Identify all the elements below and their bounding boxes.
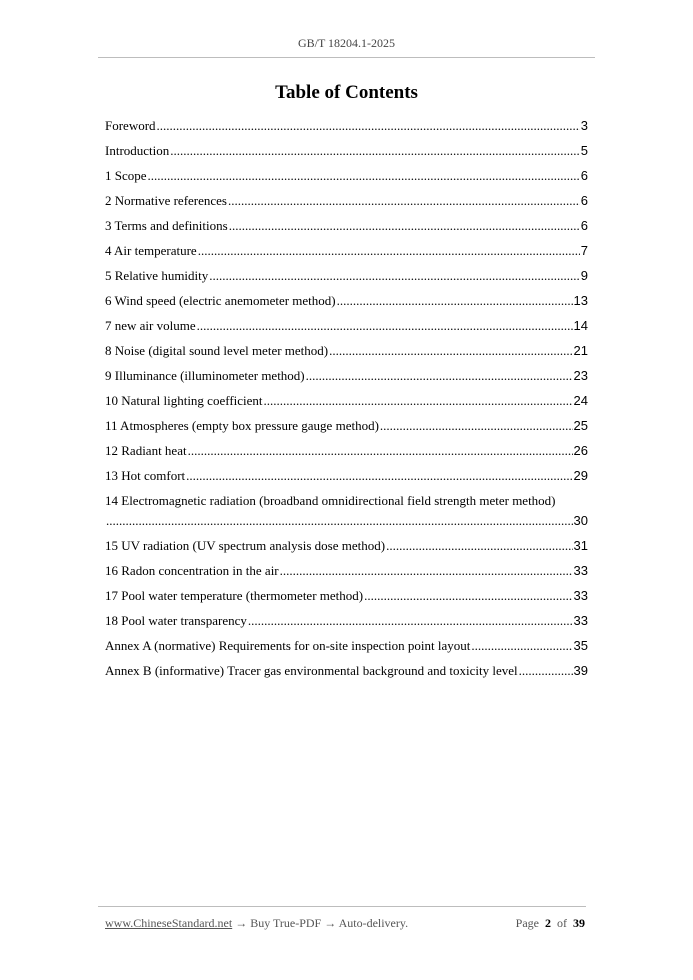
toc-entry-text: Introduction (105, 143, 170, 158)
page-footer (105, 916, 585, 931)
toc-entry-text: Annex B (informative) Tracer gas environmental background and toxicity level (105, 663, 518, 678)
footer-promo-text: → Buy True-PDF → Auto-delivery. (235, 916, 409, 930)
toc-entry-text: 14 Electromagnetic radiation (broadband omnidirectional field strength meter method) (105, 493, 556, 508)
toc-entry-text: 2 Normative references (105, 193, 227, 208)
toc-entry-text: 17 Pool water temperature (thermometer method) (105, 588, 364, 603)
dot-leader (157, 116, 580, 136)
dot-leader (188, 441, 573, 461)
dot-leader (248, 611, 573, 631)
toc-entry-text: 6 Wind speed (electric anemometer method) (105, 293, 336, 308)
toc-title: Table of Contents (275, 82, 418, 103)
toc-entry-text: Foreword (105, 118, 156, 133)
toc-entry[interactable] (105, 536, 588, 561)
toc-entry-page: 5 (580, 143, 588, 158)
dot-leader (148, 166, 580, 186)
dot-leader (198, 241, 580, 261)
toc-entry-page: 26 (573, 443, 588, 458)
dot-leader (519, 661, 573, 681)
toc-entry-page: 33 (573, 613, 588, 628)
toc-entry[interactable] (105, 416, 588, 441)
dot-leader (186, 466, 572, 486)
toc-entry[interactable] (105, 391, 588, 416)
toc-entry-page: 35 (573, 638, 588, 653)
header-divider (98, 57, 595, 58)
toc-entry-text: Annex A (normative) Requirements for on-site inspection point layout (105, 638, 471, 653)
page-label: Page (515, 916, 539, 930)
dot-leader (280, 561, 573, 581)
toc-entry-text: 3 Terms and definitions (105, 218, 228, 233)
toc-entry[interactable] (105, 661, 588, 686)
footer-divider (98, 906, 586, 907)
dot-leader (386, 536, 572, 556)
dot-leader (306, 366, 573, 386)
dot-leader (380, 416, 573, 436)
toc-entry[interactable] (105, 166, 588, 191)
dot-leader (264, 391, 573, 411)
toc-entry-page: 14 (573, 318, 588, 333)
standard-code: GB/T 18204.1-2025 (297, 36, 396, 50)
toc-entry-text: 8 Noise (digital sound level meter method) (105, 343, 329, 358)
toc-entry-text: 5 Relative humidity (105, 268, 209, 283)
toc-entry-page: 6 (580, 193, 588, 208)
dot-leader (228, 191, 580, 211)
page-current: 2 (545, 916, 551, 930)
toc-entry-page: 21 (573, 343, 588, 358)
dot-leader (106, 511, 573, 531)
toc-entry[interactable] (105, 636, 588, 661)
toc-entry[interactable] (105, 561, 588, 586)
toc-entry[interactable] (105, 341, 588, 366)
toc-entry-text: 1 Scope (105, 168, 147, 183)
dot-leader (364, 586, 572, 606)
toc-entry[interactable] (105, 241, 588, 266)
toc-entry-text: 16 Radon concentration in the air (105, 563, 279, 578)
toc-entry-page: 9 (580, 268, 588, 283)
toc-entry[interactable] (105, 491, 588, 536)
table-of-contents (105, 116, 588, 686)
toc-entry-page: 24 (573, 393, 588, 408)
website-link[interactable]: www.ChineseStandard.net (105, 916, 233, 930)
toc-entry[interactable] (105, 216, 588, 241)
toc-entry-page: 39 (573, 663, 588, 678)
toc-entry-page: 13 (573, 293, 588, 308)
toc-entry[interactable] (105, 291, 588, 316)
toc-entry-page: 33 (573, 588, 588, 603)
toc-entry[interactable] (105, 141, 588, 166)
toc-entry[interactable] (105, 116, 588, 141)
toc-entry-page: 31 (573, 538, 588, 553)
footer-promo-line (105, 916, 408, 931)
dot-leader (229, 216, 580, 236)
toc-entry-text: 18 Pool water transparency (105, 613, 247, 628)
toc-entry-text: 13 Hot comfort (105, 468, 186, 483)
toc-entry[interactable] (105, 586, 588, 611)
toc-entry-text: 4 Air temperature (105, 243, 197, 258)
dot-leader (170, 141, 580, 161)
dot-leader (209, 266, 580, 286)
dot-leader (197, 316, 573, 336)
toc-entry-page: 29 (573, 468, 588, 483)
toc-entry-page: 25 (573, 418, 588, 433)
toc-entry-page: 6 (580, 218, 588, 233)
toc-entry-page: 7 (580, 243, 588, 258)
toc-entry-page: 3 (580, 118, 588, 133)
page-total: 39 (573, 916, 585, 930)
dot-leader (337, 291, 573, 311)
dot-leader (471, 636, 572, 656)
toc-entry[interactable] (105, 316, 588, 341)
toc-entry-page: 33 (573, 563, 588, 578)
toc-entry[interactable] (105, 191, 588, 216)
toc-entry[interactable] (105, 466, 588, 491)
toc-entry-text: 11 Atmospheres (empty box pressure gauge method) (105, 418, 379, 433)
toc-entry-text: 7 new air volume (105, 318, 196, 333)
toc-entry-text: 9 Illuminance (illuminometer method) (105, 368, 305, 383)
dot-leader (329, 341, 572, 361)
toc-entry[interactable] (105, 441, 588, 466)
toc-entry-text: 10 Natural lighting coefficient (105, 393, 263, 408)
toc-entry-text: 12 Radiant heat (105, 443, 187, 458)
toc-entry[interactable] (105, 611, 588, 636)
toc-entry-text: 15 UV radiation (UV spectrum analysis dose method) (105, 538, 386, 553)
toc-entry-page: 23 (573, 368, 588, 383)
toc-entry-page: 30 (573, 513, 588, 528)
toc-entry-page: 6 (580, 168, 588, 183)
toc-entry[interactable] (105, 366, 588, 391)
page-of-label: of (557, 916, 567, 930)
toc-entry[interactable] (105, 266, 588, 291)
page-number (516, 916, 585, 931)
